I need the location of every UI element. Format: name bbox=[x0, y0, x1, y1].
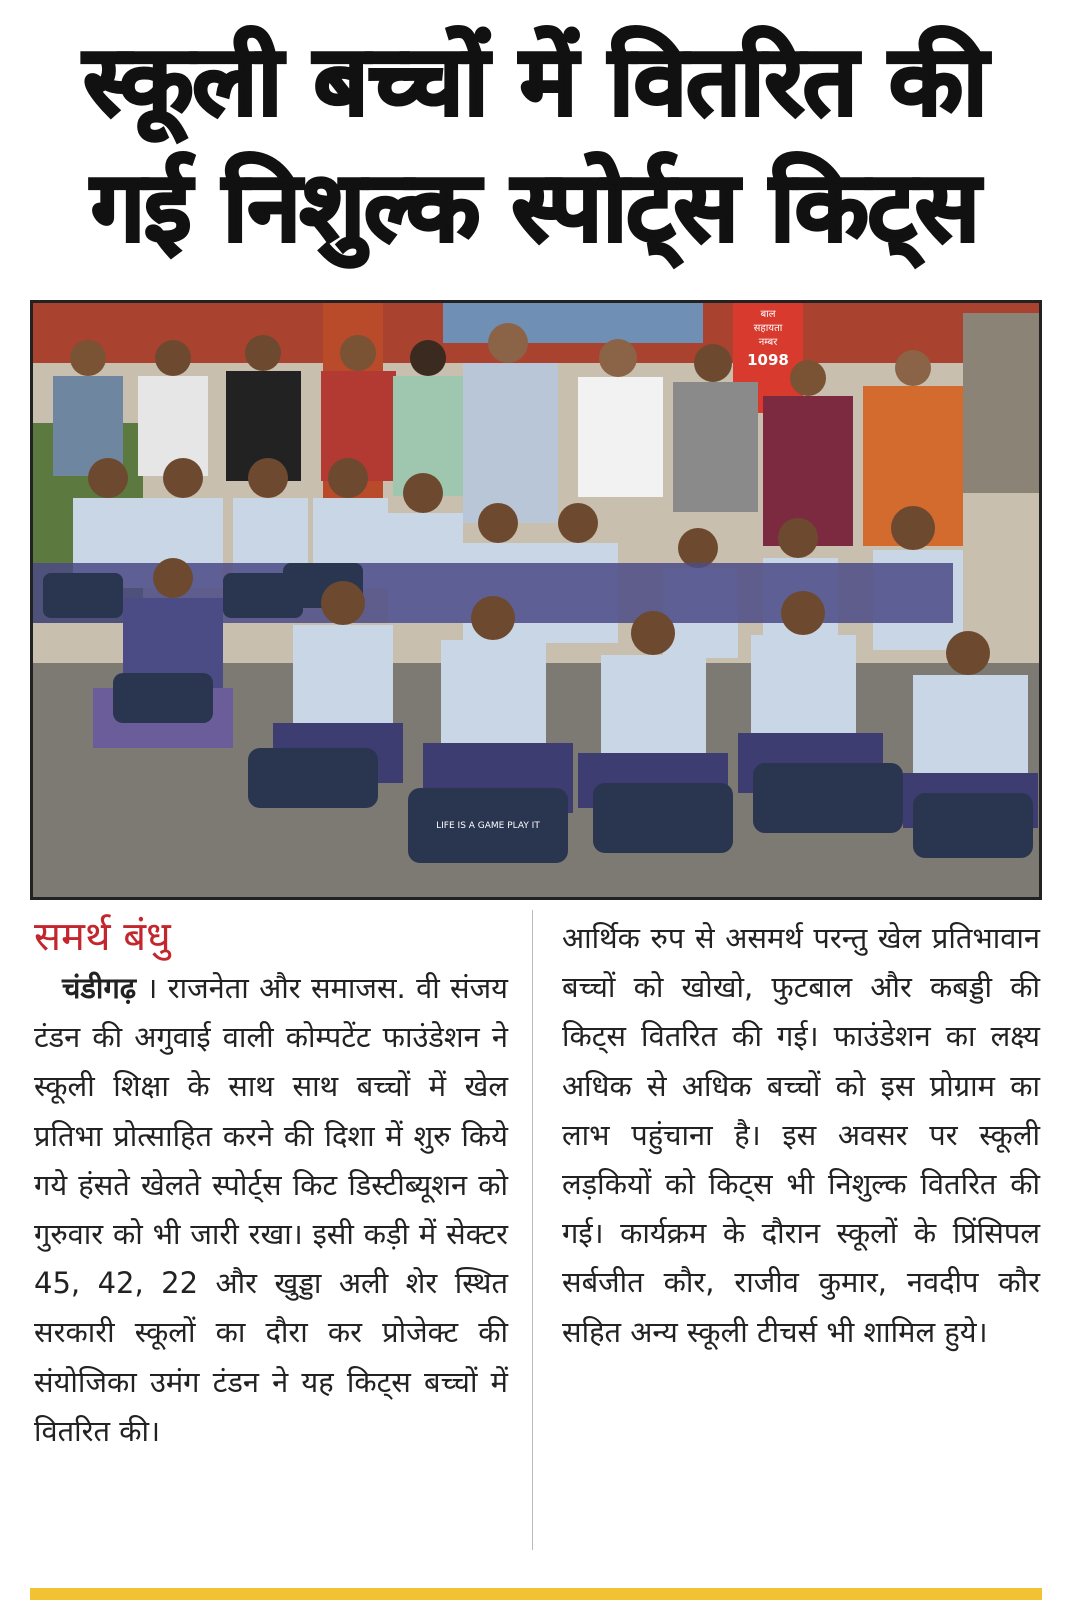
bottom-accent-bar bbox=[30, 1588, 1042, 1600]
sign-text-3: नम्बर bbox=[758, 337, 778, 348]
article-text-right: आर्थिक रुप से असमर्थ परन्तु खेल प्रतिभावान बच्चों को खोखो, फुटबाल और कबड्डी की किट्स वितरित की गई। फाउंडेशन का लक्ष्य अधिक से अधिक बच्चों को इस प्रोग्राम का लाभ पहुंचाना है। इस अवसर पर स्कूली लड़कियों को किट्स भी निशुल्क वितरित की गई। कार्यक्रम के दौरान स्कूलों के प्रिंसिपल सर्बजीत कौर, राजीव कुमार, नवदीप कौर सहित अन्य स्कूली टीचर्स भी शामिल हुये। bbox=[562, 921, 1040, 1349]
article-column-right bbox=[562, 914, 1040, 1357]
article-column-left bbox=[34, 964, 508, 1456]
sign-text-2: सहायता bbox=[753, 323, 783, 334]
group-photo-illustration bbox=[33, 303, 1039, 897]
byline: समर्थ बंधु bbox=[34, 914, 171, 960]
headline-line-1: स्कूली बच्चों में वितरित की bbox=[83, 25, 987, 137]
news-photo bbox=[30, 300, 1042, 900]
sign-text-1: बाल bbox=[760, 309, 776, 320]
bag-print: LIFE IS A GAME PLAY IT bbox=[436, 821, 540, 831]
headline bbox=[28, 18, 1042, 270]
column-divider bbox=[532, 910, 533, 1550]
sign-number: 1098 bbox=[747, 351, 789, 369]
headline-line-2: गई निशुल्क स्पोर्ट्स किट्स bbox=[91, 151, 979, 263]
article-text-left: । राजनेता और समाजस. वी संजय टंडन की अगुवाई वाली कोम्पटेंट फाउंडेशन ने स्कूली शिक्षा के साथ साथ बच्चों में खेल प्रतिभा प्रोत्साहित करने की दिशा में शुरु किये गये हंसते खेलते स्पोर्ट्स किट डिस्टीब्यूशन को गुरुवार को भी जारी रखा। इसी कड़ी में सेक्टर 45, 42, 22 और खुड्डा अली शेर स्थित सरकारी स्कूलों का दौरा कर प्रोजेक्ट की संयोजिका उमंग टंडन ने यह किट्स बच्चों में वितरित की। bbox=[34, 971, 508, 1448]
dateline: चंडीगढ़ bbox=[62, 971, 137, 1005]
